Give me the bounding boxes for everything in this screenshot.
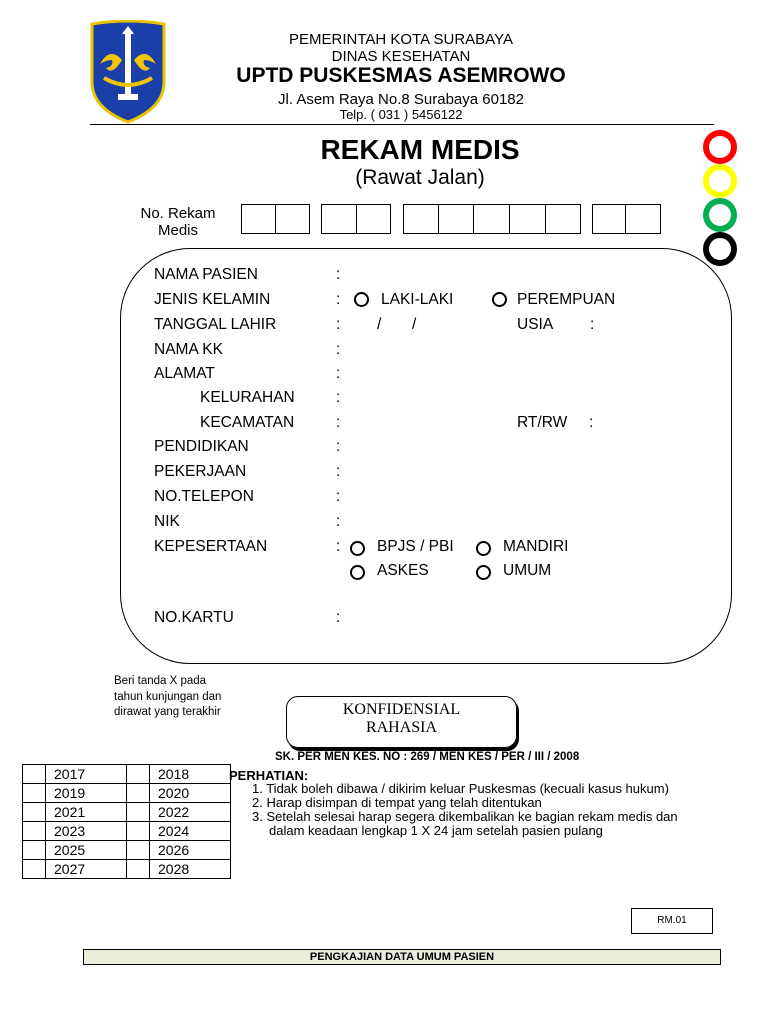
rm-digit-box[interactable] [403,204,439,234]
colon: : [336,316,341,333]
rm-digit-box[interactable] [592,204,626,234]
year-cell: 2028 [150,860,231,879]
rm-digit-box[interactable] [473,204,510,234]
label-tanggal-lahir: TANGGAL LAHIR [154,316,277,333]
header-divider [90,124,714,125]
patient-identity-form [120,248,732,664]
rekam-medis-number-label: No. Rekam Medis [140,205,216,239]
label-no-telepon: NO.TELEPON [154,488,254,505]
colon: : [589,414,594,431]
attention-item: 1. Tidak boleh dibawa / dikirim keluar Puskesmas (kecuali kasus hukum) [252,781,669,796]
status-dot-yellow [703,164,737,198]
year-checkbox[interactable] [23,841,46,860]
label-rt-rw: RT/RW [517,414,568,431]
status-dot-red [703,130,737,164]
colon: : [336,488,341,505]
label-usia: USIA [517,316,554,333]
colon: : [336,266,341,283]
membership-askes-label: ASKES [377,562,429,579]
label-kepesertaan: KEPESERTAAN [154,538,268,555]
gender-female-label: PEREMPUAN [517,291,616,308]
label-jenis-kelamin: JENIS KELAMIN [154,291,271,308]
year-cell: 2024 [150,822,231,841]
year-cell: 2020 [150,784,231,803]
label-nik: NIK [154,513,180,530]
label-nama-kk: NAMA KK [154,341,223,358]
label-nama-pasien: NAMA PASIEN [154,266,258,283]
year-checkbox[interactable] [23,803,46,822]
attention-title: PERHATIAN: [229,768,309,783]
document-subtitle: (Rawat Jalan) [355,166,485,189]
year-checkbox[interactable] [23,860,46,879]
attention-item: 2. Harap disimpan di tempat yang telah ditentukan [252,795,542,810]
membership-umum-label: UMUM [503,562,552,579]
secret-label: RAHASIA [365,719,438,736]
regulation-reference: SK. PER MEN KES. NO : 269 / MEN KES / PER / III / 2008 [275,751,580,763]
year-cell: 2026 [150,841,231,860]
colon: : [336,389,341,406]
surabaya-crest-icon [88,20,168,124]
header-government: PEMERINTAH KOTA SURABAYA [289,31,513,48]
rm-digit-box[interactable] [545,204,581,234]
membership-askes-radio[interactable] [350,565,365,580]
table-row [23,822,231,841]
membership-umum-radio[interactable] [476,565,491,580]
colon: : [590,316,595,333]
gender-female-radio[interactable] [492,292,507,307]
rm-digit-box[interactable] [356,204,391,234]
year-checkbox[interactable] [23,784,46,803]
table-row [23,765,231,784]
header-department: DINAS KESEHATAN [331,48,471,65]
colon: : [336,341,341,358]
membership-bpjs-label: BPJS / PBI [377,538,454,555]
form-code: RM.01 [631,908,713,934]
year-checkbox[interactable] [127,822,150,841]
date-separator: / [412,316,417,333]
label-kecamatan: KECAMATAN [200,414,295,431]
year-cell: 2027 [46,860,127,879]
gender-male-radio[interactable] [354,292,369,307]
colon: : [336,513,341,530]
year-checkbox[interactable] [127,803,150,822]
year-cell: 2021 [46,803,127,822]
table-row [23,784,231,803]
membership-mandiri-label: MANDIRI [503,538,569,555]
header-institution: UPTD PUSKESMAS ASEMROWO [236,64,566,87]
header-address: Jl. Asem Raya No.8 Surabaya 60182 [278,91,524,108]
colon: : [336,291,341,308]
year-checkbox[interactable] [127,860,150,879]
year-checkbox[interactable] [127,765,150,784]
attention-item: 3. Setelah selesai harap segera dikembalikan ke bagian rekam medis dan [252,809,678,824]
rm-digit-box[interactable] [438,204,474,234]
colon: : [336,463,341,480]
label-pekerjaan: PEKERJAAN [154,463,247,480]
rm-digit-box[interactable] [321,204,357,234]
year-checkbox[interactable] [23,765,46,784]
table-row [23,860,231,879]
status-dot-green [703,198,737,232]
colon: : [336,414,341,431]
year-cell: 2017 [46,765,127,784]
label-alamat: ALAMAT [154,365,215,382]
table-row [23,803,231,822]
visit-year-table [22,764,231,879]
label-pendidikan: PENDIDIKAN [154,438,249,455]
label-kelurahan: KELURAHAN [200,389,295,406]
year-cell: 2023 [46,822,127,841]
year-checkbox[interactable] [127,784,150,803]
year-cell: 2018 [150,765,231,784]
membership-bpjs-radio[interactable] [350,541,365,556]
colon: : [336,538,341,555]
year-cell: 2022 [150,803,231,822]
status-dot-black [703,232,737,266]
document-title: REKAM MEDIS [320,134,520,165]
membership-mandiri-radio[interactable] [476,541,491,556]
attention-item: dalam keadaan lengkap 1 X 24 jam setelah pasien pulang [269,823,603,838]
rm-digit-box[interactable] [275,204,310,234]
section-title-bar: PENGKAJIAN DATA UMUM PASIEN [83,949,721,965]
gender-male-label: LAKI-LAKI [381,291,454,308]
year-checkbox[interactable] [23,822,46,841]
colon: : [336,438,341,455]
rm-digit-box[interactable] [625,204,661,234]
year-cell: 2025 [46,841,127,860]
year-cell: 2019 [46,784,127,803]
label-no-kartu: NO.KARTU [154,609,234,626]
table-row [23,841,231,860]
header-phone: Telp. ( 031 ) 5456122 [339,107,463,122]
year-checkbox[interactable] [127,841,150,860]
date-separator: / [377,316,382,333]
rm-digit-box[interactable] [241,204,276,234]
visit-year-note: Beri tanda X pada tahun kunjungan dan dirawat yang terakhir [114,675,222,718]
rm-digit-box[interactable] [509,204,546,234]
colon: : [336,365,341,382]
confidential-label: KONFIDENSIAL [342,701,461,718]
colon: : [336,609,341,626]
